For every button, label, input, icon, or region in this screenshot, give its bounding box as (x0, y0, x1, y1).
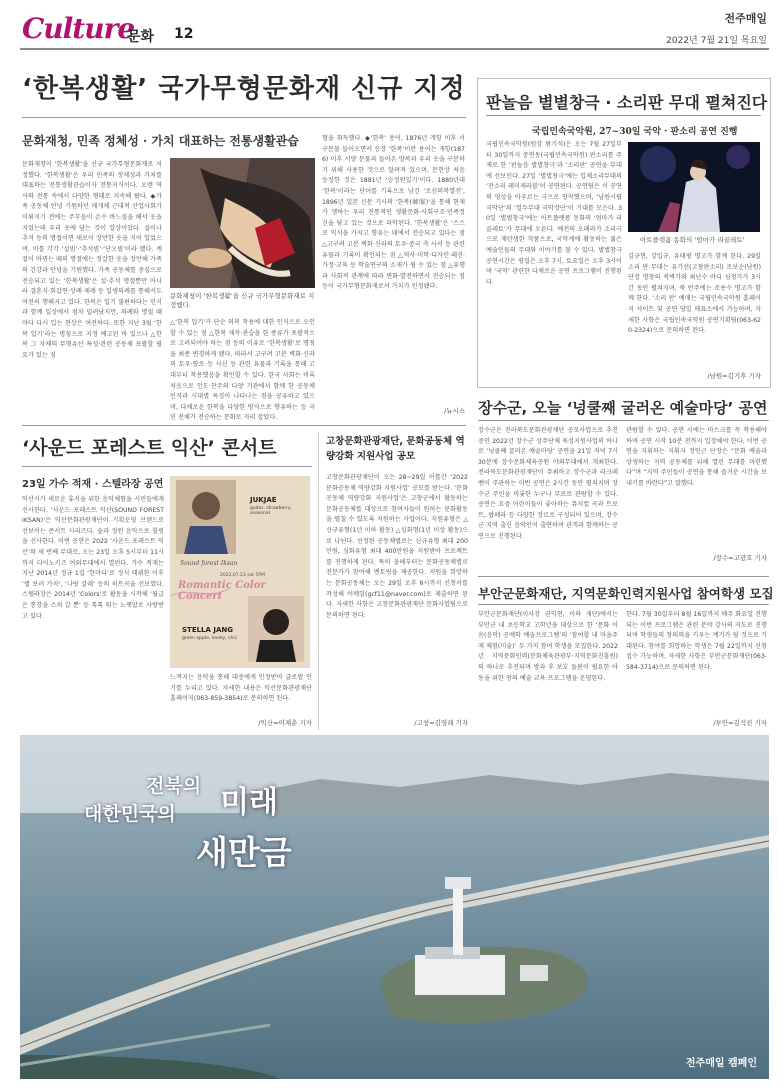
article1-headline: ‘한복생활’ 국가무형문화재 신규 지정 (22, 74, 466, 104)
article5-col1: 고창문화관광재단이 오는 28~29일 이틀간 ‘2022 문화공동체 역량강화 지원사업’ 공모를 받는다. ‘문화공동체 역량강화 지원사업’은 고창군에서 활동하는 문화공동체를 대상으로 참여자들이 원하는 문화활동을 펼칠 수 있도록 지원하는 사업이다. 지원유형은 △신규유형(1년 이하 활동) △심화형(1년 이상 활동)으로 나뉜다. 선정된 공동체별로는 신규유형 최대 200만원, 심화유형 최대 400만원을 지원받아 프로젝트를 진행하게 된다. 특히 올해부터는 문화공동체별로 전문가가 참여해 멘토링을 제공한다. 지원을 희망하는 문화공동체는 오는 29일 오후 6시까지 신청서를 작성해 이메일(gcf11@naver.com)로 제출하면 된다. 자세한 사항은 고창문화관광재단 문화사업팀으로 문의하면 된다. (326, 474, 468, 619)
article4-top-rule (22, 425, 466, 426)
article1-col3: 형을 취득했다. ◆‘한복’ 용어, 1876년 개항 이후 서구문물 들어오면서 등장 ‘한복’이란 용어는 개항(1876) 이후 서양 문물과 들어온 양복과 우리 옷을 구분하기 위해 사용한 것으로 알려져 있으며, 문헌상 처음 등장한 것은 1881년 ‘승정원일기’이다. 1880년대 ‘한복’이라는 단어를 기록으로 남긴 ‘조선의복열전’, 1896년 일본 신문 기사의 ‘한복(韓服)’을 통해 현재가 행하는 우리 전통적인 생활문화·사회구조·민족정신을 담고 있는 것으로 파악된다. ‘한복생활’은 ‘스스로 익식을 가지고 향유는 데에서 전승되고 있다는 점 △고구려 고분 벽화·신라의 토우·중국 측 사서 등 관련 유물과 기록이 확인되는 점 △역사·미학·디자인·패션·가정·교육 등 학술연구의 소재가 될 수 있는 점 △유행과 사회적 관계에 따라 변화·발전하면서 전승되는 점 등이 국가무형문화재로서 가치가 인정됐다. (322, 135, 465, 291)
article3-headline: 장수군, 오늘 ‘넝쿨째 굴러온 예술마당’ 공연 (478, 399, 768, 417)
article2-rule (486, 115, 761, 116)
article3-rule (478, 420, 769, 421)
article3-byline: /장수=고광호 기자 (713, 554, 767, 562)
article4-headline: ‘사운드 포레스트 익산’ 콘서트 (22, 437, 277, 459)
article4-byline: /익산=이재춘 기자 (258, 719, 312, 727)
article4-rule (22, 466, 312, 467)
article6-headline: 부안군문화재단, 지역문화인력지원사업 참여학생 모집 (478, 586, 774, 601)
article1-col2: △‘한복 입기’가 단순 의복 착용에 대한 인식으로 오인할 수 있는 점 △한복 제작·관습을 한 종류가 포괄적으로 고려되어야 하는 점 등의 이유로 ‘한복생활’로 명칭을 최종 변경하게 됐다. 따라서 고구려 고분 벽화·신라의 토우·향로 등 사신 등 관련 유물과 기록을 통해 고대부터 착용했음을 확인할 수 있다. 한국 사회는 비록 처음으로 인도·찬주의 다양 기관에서 함께 한 공동체 인식과 시대별 특징이 나타나는 점을 공유하고 있으며, 다채로운 한복을 다양한 방식으로 향유하는 등 국민 전체가 전승하는 문화로 자리 잡았다. (170, 319, 315, 422)
poster-artist1-desc: guitar, strawberry, seasonal (250, 506, 292, 516)
article2-col1: 국립민속국악원(원장 왕기석)은 오는 7월 27일부터 30일까지 중연동(국립민속국악원) 판소리를 주제로 한 ‘판놀음 별별창극’과 ‘소리판’ 공연을 무대에 선보인다. 27일 ‘별별창극’에는 입체소리무대의 ‘잔소리 레미제라블’이 공연된다. 공연팀은 이 공연의 영상을 아우르는 극으로 창작했으며, ‘남원시립국악단’의 ‘열두무대 국악장단’이 기대를 모은다. 30일 ‘별별창극’에는 아트플랫폼 동화의 ‘엄마가 리골레토’가 무대에 오른다. 예전의 오페라가 소리극으로 재탄생한 작품으로, 국악계에 활동하는 젊은 예술인들의 무대와 이야기를 볼 수 있다. 별별창극 공연시간은 평일은 오후 7시, 토요일은 오후 3시이며 ‘국악’ 관련한 다채로운 공연 프로그램이 진행된다. (486, 141, 622, 286)
article1-col1: 문화재청이 ‘한복생활’을 신규 국가무형문화재로 지정했다. ‘한복생활’은 우리 민족의 정체성과 가치를 대표하는 전통생활관습이자 전통지식이다. 오랜 역사와 전통 속에서 다양한 형태로 지속해 왔다. ◆가족 공동체 안녕 기원하던 매개체 근대적 산업사회가 이뤄지기 전에는 주부들이 손수 바느질을 해서 옷을 지었는데 우리 옷에 담는 것이 일상이었다. 설이나 추석 등의 명절이면 새로이 장만한 옷을 지어 입었으며, 이를 각각 ‘설빔’·‘추석빔’·‘단오빔’이라 했다. 계절이 바뀌는 때의 명절에는 정갈한 옷을 장만해 가족의 건강과 안녕을 기원했다. 가족 공동체를 중심으로 전승되고 있는 ‘한복생활’은 설·추석 명절뿐만 아니라 결혼식·회갑연·상례·제례 등 일생의례를 통해서도 여전히 행해지고 있다. 한복은 입기 불편하다는 인식과 함께 일상에서 점차 밀려났지만, 의례와 명절 때마다 다시 입는 현상은 여전하다. 또한 지난 3월 ‘한복 입기’라는 명칭으로 지정 예고된 바 있으나 △한복 그 자체의 무형유산 특성·관련 공동체 포괄할 필요가 있는 점 (22, 161, 162, 359)
article4-subhead: 23일 가수 적재 · 스텔라장 공연 (22, 479, 164, 490)
section-label: 문화 (127, 29, 155, 45)
ad-line2: 대한민국의 (84, 803, 176, 825)
header-divider (20, 48, 769, 50)
article5-byline: /고창=김영래 기자 (414, 719, 468, 727)
article5-headline: 고창문화관광재단, 문화공동체 역량강화 지원사업 공모 (326, 436, 465, 462)
article2-col2: 김규현, 강입규, 유태평 명고가 함께 한다. 29일 소리 판 무대는 유기선(고창판소리) 조보순(남원) 단장 명창의 적벽가와 최난수 바디 심청가가 3시간 동안 펼쳐지며, 북 반주에는 조용수 명고가 함께 한다. ‘소리 판’ 예매는 국립민속국악원 홈페이지 사이트 및 공연 당일 매표소에서 가능하며, 자세한 사항은 국립민속국악원 공연기획팀(063-620-2324)으로 문의하면 된다. (628, 253, 761, 335)
article2-headline: 판놀음 별별창극 · 소리판 무대 펼쳐진다 (486, 93, 768, 112)
ad-footer-campaign: 전주매일 캠페인 (685, 1058, 757, 1069)
ad-headline-mirae: 미래 (220, 785, 278, 820)
poster-artist1: JUKJAE (250, 496, 277, 504)
poster-tag: Sound forest Iksan (180, 560, 238, 567)
newspaper-name: 전주매일 (724, 12, 767, 25)
article1-photo-caption: 문화재청이 ‘한복생활’을 신규 국가무형문화재로 지정했다. (170, 292, 315, 309)
article3-col1: 장수군은 전라북도문화관광재단 공모사업으로 추진 중인 2022년 장수군 상주단체 육성지원사업의 하나로 ‘넝쿨째 굴러온 예술마당’ 공연을 21일 저녁 7시30분에 장수문화체육공원 야외무대에서 개최한다. 전라북도문화관광재단이 주최하고 장수군과 라크레벤이 주관하는 이번 공연은 2시간 동안 펼쳐지며 장수군 주민을 비롯한 누구나 무료로 관람할 수 있다. 공연은 요즘 어린이들이 좋아하는 뮤지컬 곡과 트로트, 팝페라 등 다양한 장르로 구성되어 있으며, 장수 군 지역 출신 음악인이 출연하며 관객과 함께하는 공연으로 진행된다. (478, 427, 618, 540)
section-logo-culture: Culture (22, 12, 135, 45)
page-number: 12 (174, 26, 194, 42)
ad-headline-saemangeum: 새만금 (196, 833, 292, 872)
article1-byline: /뉴시스 (443, 407, 465, 415)
article1-subhead: 문화재청, 민족 정체성 · 가치 대표하는 전통생활관습 (22, 134, 299, 148)
article6-col2: 한다. 7월 30일부터 8월 16일까지 매주 화요일 진행되는 이번 프로그램은 관련 분야 강사의 지도로 진행되며 학생들의 창의력을 키우는 계기가 될 것으로 기대된다. 참여를 희망하는 학생은 7월 22일까지 신청 접수 가능하며, 자세한 사항은 부안군문화재단(063-584-3714)으로 문의하면 된다. (626, 611, 767, 671)
article1-photo-hanbok (170, 158, 315, 288)
article2-photo-stage (628, 142, 760, 232)
article2-photo-caption: 아트플랫폼 동화의 ‘엄마가 리골레토’ (640, 236, 745, 244)
poster-date: 2022.07.23 sat 5PM (220, 573, 265, 578)
poster-title: Romantic Color Concert (178, 580, 266, 602)
poster-artist2: STELLA JANG (182, 626, 233, 634)
article6-col1: 부안군문화재단(이사장 권익현, 이하 재단)에서는 부안군 내 초등학교 고학년을 대상으로 한 ‘문화 이음(음악) 공예학 예술프로그램’의 ‘참여할 내 마을주제 체험(미술)’ 두 가지 참여 학생을 모집한다. 2022년 지역문화인력(문화체육관광부·지역문화진흥원)의 하나로 추진되며 방과 후 보호 돌봄이 필요한 아동을 위한 창의 예술 교육 프로그램을 운영한다. (478, 611, 618, 682)
saemangeum-ad (20, 735, 769, 1079)
article6-top-rule (478, 576, 769, 577)
article1-rule (22, 117, 466, 118)
poster-artist2-desc: green apple, lovely, chic (182, 636, 238, 641)
ad-line1: 전북의 (146, 775, 202, 797)
article3-col2: 관람할 수 있다. 공연 시에는 마스크를 꼭 착용해야 하며 공연 시작 10분 전까지 입장해야 한다. 이번 공연을 지휘하는 지휘자 정인근 단장은 “문화 예술과 상생하는 지역 공동체를 위해 열린 무대를 마련했다”며 “지역 주민들이 공연을 통해 즐거운 시간을 보내기를 바란다”고 말했다. (626, 427, 767, 487)
article6-rule (478, 604, 769, 605)
issue-date: 2022년 7월 21일 목요일 (666, 36, 767, 46)
article2-byline: /남원=김기후 기자 (707, 372, 761, 380)
article4-col1: 익산시가 새로운 휴식을 위한 음악체험을 시민들에게 선사한다. ‘사운드 포레스트 익산(SOUND FOREST IKSAN)’은 익산문화관광재단이 기획운영 브랜드로 선보이는 콘서트 시리즈다. 숲과 정원 음악으로 힐링을 선사한다. 이번 공연은 2022 ‘사운드 포레스트 익산’의 세 번째 무대로, 오는 23일 오후 5시부터 11시까지 다이노키즈 야외무대에서 열린다. 가수 적재는 지난 2014년 정규 1집 ‘한마디’로 정식 데뷔한 이후 ‘별 보러 가자’, ‘나랑 갈래’ 등의 히트곡을 선보였다. 스텔라장은 2014년 ‘Colors’로 활동을 시작해 ‘월급은 통장을 스쳐 갈 뿐’ 등 톡톡 튀는 노랫말로 사랑받고 있다. (22, 496, 164, 620)
article4-concert-poster (170, 476, 310, 668)
article2-subhead: 국립민속국악원, 27~30일 국악 · 판소리 공연 진행 (532, 127, 738, 137)
column-divider (318, 432, 319, 730)
article6-byline: /부안=김석진 기자 (713, 719, 767, 727)
article4-col2: 느껴지는 음악을 통해 대중에게 인정받아 글로벌 인기를 누리고 있다. 자세한 내용은 익산문화관광재단 홈페이지(063-859-3854)로 문의하면 된다. (170, 674, 312, 703)
